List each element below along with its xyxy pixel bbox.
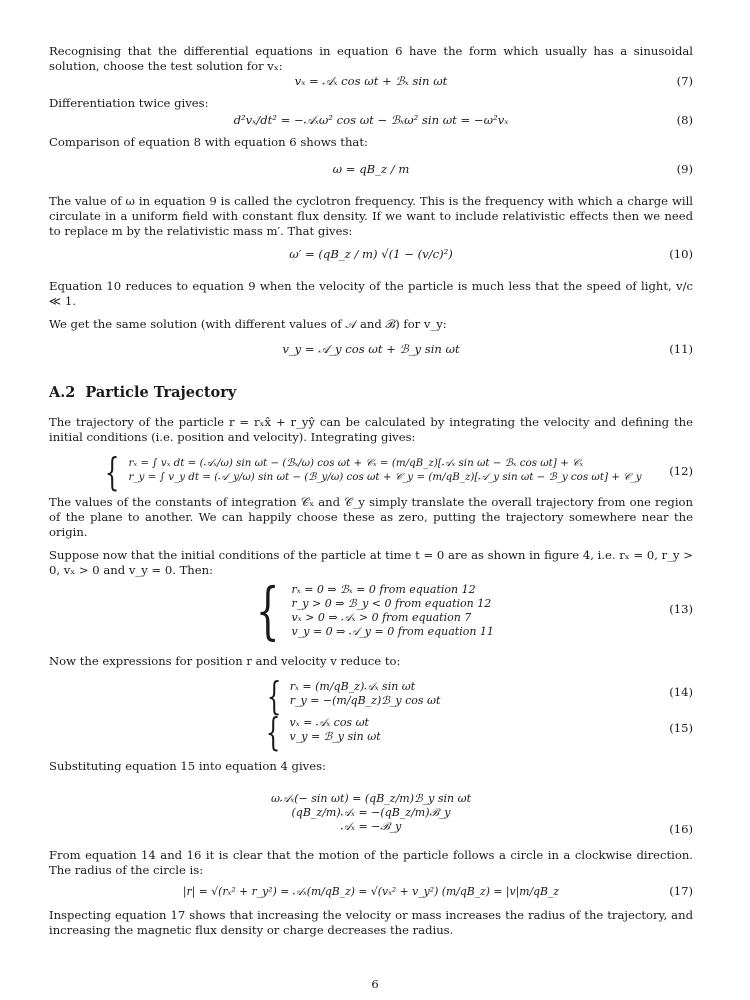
paragraph-test-solution: Recognising that the differential equations in equation 6 have the form which usually has a sinusoidal solution, choose the test solution for vₓ: bbox=[49, 44, 693, 73]
equation-14 bbox=[49, 674, 693, 718]
equation-15 bbox=[49, 710, 693, 754]
section-number: A.2 bbox=[49, 384, 76, 401]
equation-13-line: r_y > 0 ⇒ ℬ_y < 0 from equation 12 bbox=[291, 597, 492, 610]
page-number: 6 bbox=[371, 977, 379, 991]
equation-11-number: (11) bbox=[669, 342, 693, 356]
document-page bbox=[49, 44, 693, 938]
paragraph-circle: From equation 14 and 16 it is clear that the motion of the particle follows a circle in a clockwise direction. The radius of the circle is: bbox=[49, 848, 693, 877]
equation-16-line: (qB_z/m)𝒜ₓ = −(qB_z/m)ℬ_y bbox=[291, 806, 451, 819]
equation-10-number: (10) bbox=[669, 247, 693, 261]
paragraph-reduces: Equation 10 reduces to equation 9 when the velocity of the particle is much less that the speed of light, v/c ≪ 1. bbox=[49, 279, 693, 308]
equation-9-body: ω = qB_z / m bbox=[332, 162, 410, 176]
equation-16-line: 𝒜ₓ = −ℬ_y bbox=[340, 820, 402, 833]
equation-12-line: rₓ = ∫ vₓ dt = (𝒜ₓ/ω) sin ωt − (ℬₓ/ω) cos ωt + 𝒞ₓ = (m/qB_z)[𝒜ₓ sin ωt − ℬₓ cos ωt] + 𝒞ₓ bbox=[128, 457, 584, 469]
equation-17 bbox=[49, 884, 693, 908]
equation-8-number: (8) bbox=[676, 113, 693, 127]
equation-12-block bbox=[49, 450, 693, 494]
left-brace-icon: { bbox=[105, 450, 120, 494]
equation-12-line: r_y = ∫ v_y dt = (𝒜_y/ω) sin ωt − (ℬ_y/ω) cos ωt + 𝒞_y = (m/qB_z)[𝒜_y sin ωt − ℬ_y cos ωt] + 𝒞_y bbox=[128, 471, 642, 483]
equation-7-body: vₓ = 𝒜ₓ cos ωt + ℬₓ sin ωt bbox=[294, 74, 448, 88]
equation-8-body: d²vₓ/dt² = −𝒜ₓω² cos ωt − ℬₓω² sin ωt = −ω²vₓ bbox=[233, 113, 509, 127]
paragraph-expressions: Now the expressions for position r and velocity v reduce to: bbox=[49, 654, 401, 668]
section-title: Particle Trajectory bbox=[85, 384, 237, 401]
equation-14-line: rₓ = (m/qB_z)𝒜ₓ sin ωt bbox=[289, 680, 416, 693]
equation-13-block bbox=[49, 574, 693, 647]
equation-16-number: (16) bbox=[669, 822, 693, 836]
paragraph-trajectory: The trajectory of the particle r = rₓx̂ + r_yŷ can be calculated by integrating the velocity and defining the initial conditions (i.e. position and velocity). Integrating gives: bbox=[49, 415, 693, 444]
equation-15-line: v_y = ℬ_y sin ωt bbox=[289, 730, 381, 743]
equation-14-number: (14) bbox=[669, 685, 693, 699]
equation-7 bbox=[49, 74, 693, 96]
left-brace-icon: { bbox=[266, 674, 281, 718]
equation-15-number: (15) bbox=[669, 721, 693, 735]
paragraph-cyclotron: The value of ω in equation 9 is called the cyclotron frequency. This is the frequency with which a charge will circulate in a uniform field with constant flux density. If we want to include relativistic effects then we need to replace m by the relativistic mass m′. That gives: bbox=[49, 194, 693, 238]
paragraph-initial-conditions: Suppose now that the initial conditions of the particle at time t = 0 are as shown in figure 4, i.e. rₓ = 0, r_y > 0, vₓ > 0 and v_y = 0. Then: bbox=[49, 548, 693, 577]
equation-16-line: ω𝒜ₓ(− sin ωt) = (qB_z/m)ℬ_y sin ωt bbox=[270, 792, 472, 805]
equation-14-line: r_y = −(m/qB_z)ℬ_y cos ωt bbox=[289, 694, 441, 707]
equation-9 bbox=[49, 162, 693, 194]
section-heading bbox=[49, 384, 693, 401]
equation-11-body: v_y = 𝒜_y cos ωt + ℬ_y sin ωt bbox=[282, 342, 460, 356]
equation-13-lines bbox=[292, 580, 494, 642]
equation-17-body: |r| = √(rₓ² + r_y²) = 𝒜ₓ(m/qB_z) = √(vₓ² + v_y²) (m/qB_z) = |v|m/qB_z bbox=[182, 885, 560, 898]
equation-13 bbox=[49, 574, 693, 647]
paragraph-inspecting: Inspecting equation 17 shows that increasing the velocity or mass increases the radius of the trajectory, and increasing the magnetic flux density or charge decreases the radius. bbox=[49, 908, 693, 937]
paragraph-substituting: Substituting equation 15 into equation 4 gives: bbox=[49, 759, 326, 773]
equation-12-lines bbox=[129, 453, 642, 491]
equation-15-lines bbox=[290, 713, 381, 751]
equation-15-line: vₓ = 𝒜ₓ cos ωt bbox=[289, 716, 369, 729]
equation-8 bbox=[49, 113, 693, 135]
equation-13-line: rₓ = 0 ⇒ ℬₓ = 0 from equation 12 bbox=[291, 583, 476, 596]
paragraph-same-solution: We get the same solution (with different values of 𝒜 and ℬ) for v_y: bbox=[49, 317, 447, 331]
equation-13-line: v_y = 0 ⇒ 𝒜_y = 0 from equation 11 bbox=[291, 625, 494, 638]
equation-7-number: (7) bbox=[676, 74, 693, 88]
equation-13-number: (13) bbox=[669, 602, 693, 616]
equation-12-number: (12) bbox=[669, 464, 693, 478]
paragraph-comparison: Comparison of equation 8 with equation 6 shows that: bbox=[49, 135, 368, 149]
equation-16-lines bbox=[49, 792, 693, 834]
equation-12 bbox=[49, 450, 693, 494]
equation-10-body: ω′ = (qB_z / m) √(1 − (v/c)²) bbox=[289, 247, 453, 261]
equation-17-number: (17) bbox=[669, 884, 693, 898]
equation-16 bbox=[49, 792, 693, 844]
equation-14-block bbox=[9, 674, 693, 718]
equation-13-line: vₓ > 0 ⇒ 𝒜ₓ > 0 from equation 7 bbox=[291, 611, 472, 624]
equation-15-block bbox=[0, 710, 693, 754]
equation-11 bbox=[49, 342, 693, 364]
paragraph-constants: The values of the constants of integration 𝒞ₓ and 𝒞_y simply translate the overall trajectory from one region of the plane to another. We can happily choose these as zero, putting the trajectory somewhere near the origin. bbox=[49, 495, 693, 539]
left-brace-icon: { bbox=[266, 710, 281, 754]
equation-9-number: (9) bbox=[676, 162, 693, 176]
equation-10 bbox=[49, 247, 693, 279]
paragraph-differentiation: Differentiation twice gives: bbox=[49, 96, 209, 110]
equation-14-lines bbox=[290, 677, 441, 715]
left-brace-icon: { bbox=[255, 574, 280, 647]
